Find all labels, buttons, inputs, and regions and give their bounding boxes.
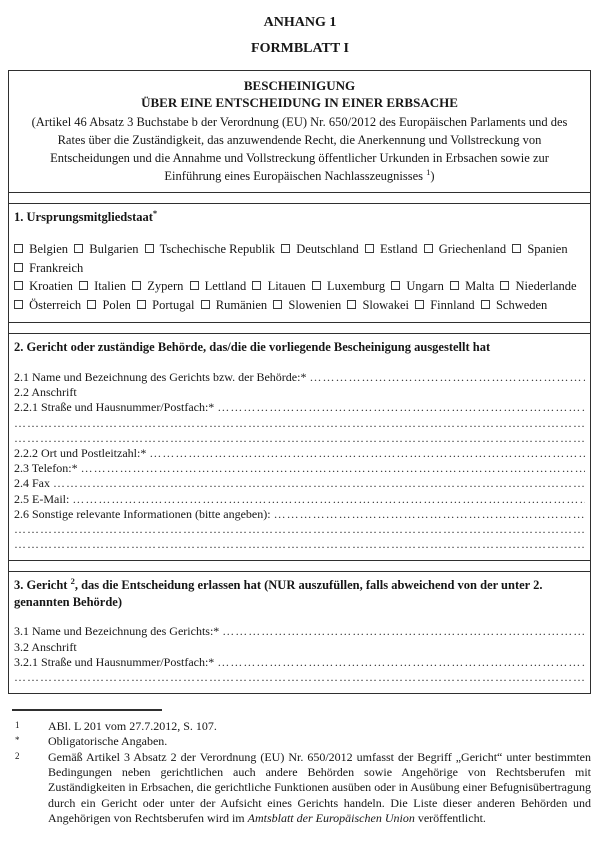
member-state-checkbox-option[interactable] xyxy=(481,298,548,312)
section-2-fields xyxy=(14,370,585,552)
member-state-label: Kroatien xyxy=(29,279,73,293)
checkbox-icon[interactable] xyxy=(281,244,290,253)
checkbox-icon[interactable] xyxy=(424,244,433,253)
member-state-label: Österreich xyxy=(29,297,82,312)
member-state-checkbox-option[interactable] xyxy=(201,298,268,312)
certificate-subtitle-text: (Artikel 46 Absatz 3 Buchstabe b der Verordnung (EU) Nr. 650/2012 des Europäischen Parlaments und des Rates über die Zuständigkeit, das anzuwendende Recht, die Anerkennung und Vollstreckung von Entscheidungen und die Annahme und Vollstreckung öffentlicher Urkunden in Erbsachen sowie zur Einführung eines Europäischen Nachlasszeugnisses xyxy=(31,115,568,183)
footnote-marker: 2 xyxy=(15,750,20,761)
form-field xyxy=(14,507,585,522)
field-label: 3.2 Anschrift xyxy=(14,639,77,654)
checkbox-icon[interactable] xyxy=(14,263,23,272)
checkbox-icon[interactable] xyxy=(137,300,146,309)
member-state-label: Griechenland xyxy=(438,242,507,256)
spacer-row xyxy=(9,192,590,203)
dotted-input-line[interactable] xyxy=(14,522,585,537)
form-field xyxy=(14,370,585,385)
checkbox-icon[interactable] xyxy=(347,300,356,309)
footnote-text: Obligatorische Angaben. xyxy=(48,734,168,749)
member-state-checkbox-option[interactable] xyxy=(190,279,247,293)
spacer-row xyxy=(9,322,590,333)
member-state-row-3 xyxy=(14,296,585,315)
checkbox-icon[interactable] xyxy=(273,300,282,309)
checkbox-icon[interactable] xyxy=(312,281,321,290)
checkbox-icon[interactable] xyxy=(190,281,199,290)
member-state-checkbox-option[interactable] xyxy=(14,279,73,293)
checkbox-icon[interactable] xyxy=(500,281,509,290)
section-3-fields xyxy=(14,624,585,685)
section-deciding-court xyxy=(9,571,590,693)
checkbox-icon[interactable] xyxy=(252,281,261,290)
member-state-checkbox-option[interactable] xyxy=(281,242,359,256)
member-state-checkbox-option[interactable] xyxy=(87,298,131,312)
dotted-input[interactable] xyxy=(217,400,585,415)
spacer-row xyxy=(9,560,590,571)
section-3-heading-pre: 3. Gericht xyxy=(14,578,71,593)
field-label: 2.2 Anschrift xyxy=(14,385,77,400)
member-state-checkbox-option[interactable] xyxy=(391,279,444,293)
member-state-checkbox-option[interactable] xyxy=(500,279,576,293)
section-1-heading-text: 1. Ursprungsmitgliedstaat xyxy=(14,210,153,224)
dotted-input[interactable] xyxy=(309,370,585,385)
field-label: 2.1 Name und Bezeichnung des Gerichts bzw. der Behörde:* xyxy=(14,370,307,384)
footnote-text: Gemäß Artikel 3 Absatz 2 der Verordnung (EU) Nr. 650/2012 umfasst der Begriff „Gericht“ unter bestimmten Bedingungen neben gerichtlichen auch andere Behörden sowie Angehörige von Rechtsberufen mit Zuständigkeiten in Erbsachen, die gerichtliche Funktionen ausüben oder in Ausübung einer Befugnisübertragung durch ein Gericht oder unter der Aufsicht eines Gerichts handeln. Die Liste dieser anderen Behörden und Angehörigen von Rechtsberufen wird im Amtsblatt der Europäischen Union veröffentlicht. xyxy=(48,749,591,825)
member-state-label: Spanien xyxy=(527,242,568,256)
member-state-label: Ungarn xyxy=(406,279,444,293)
checkbox-icon[interactable] xyxy=(14,281,23,290)
member-state-checkbox-group xyxy=(14,240,585,314)
checkbox-icon[interactable] xyxy=(450,281,459,290)
footnote-text: ABl. L 201 vom 27.7.2012, S. 107. xyxy=(48,719,217,734)
dotted-input[interactable] xyxy=(72,492,585,507)
section-issuing-authority xyxy=(9,333,590,560)
checkbox-icon[interactable] xyxy=(79,281,88,290)
member-state-checkbox-option[interactable] xyxy=(137,298,194,312)
checkbox-icon[interactable] xyxy=(14,244,23,253)
footnote-ref-2: 2 xyxy=(70,576,75,587)
member-state-label: Deutschland xyxy=(296,242,359,256)
checkbox-icon[interactable] xyxy=(14,300,23,309)
dotted-input[interactable] xyxy=(217,655,585,670)
checkbox-icon[interactable] xyxy=(391,281,400,290)
dotted-input-line[interactable] xyxy=(14,431,585,446)
member-state-checkbox-option[interactable] xyxy=(415,298,475,312)
field-label: 2.3 Telefon:* xyxy=(14,461,78,476)
section-3-heading-post: , das die Entscheidung erlassen hat (NUR auszufüllen, falls abweichend von der unter 2. genannten Behörde) xyxy=(14,578,543,610)
dotted-input-line[interactable] xyxy=(14,670,585,685)
member-state-checkbox-option[interactable] xyxy=(74,242,138,256)
member-state-label: Belgien xyxy=(29,242,69,256)
member-state-label: Malta xyxy=(465,279,495,293)
member-state-checkbox-option[interactable] xyxy=(252,279,305,293)
member-state-label: Luxemburg xyxy=(327,279,386,293)
member-state-label: Tschechische Republik xyxy=(159,242,276,256)
footnote-ref-1: 1 xyxy=(426,166,431,177)
member-state-checkbox-option[interactable] xyxy=(14,298,81,312)
certificate-subtitle xyxy=(21,113,578,185)
checkbox-icon[interactable] xyxy=(201,300,210,309)
footnote-row xyxy=(8,750,591,826)
field-label: 2.2.1 Straße und Hausnummer/Postfach:* xyxy=(14,400,215,415)
member-state-label: Niederlande xyxy=(515,279,577,293)
checkbox-icon[interactable] xyxy=(512,244,521,253)
dotted-input[interactable] xyxy=(53,476,585,491)
checkbox-icon[interactable] xyxy=(145,244,154,253)
member-state-label: Rumänien xyxy=(215,297,268,312)
field-label: 3.2.1 Straße und Hausnummer/Postfach:* xyxy=(14,654,215,669)
dotted-input[interactable] xyxy=(222,624,585,639)
dotted-input[interactable] xyxy=(81,461,585,476)
member-state-label: Lettland xyxy=(204,279,247,293)
checkbox-icon[interactable] xyxy=(481,300,490,309)
member-state-checkbox-option[interactable] xyxy=(347,298,409,312)
member-state-label: Litauen xyxy=(267,279,306,293)
member-state-checkbox-option[interactable] xyxy=(365,242,418,256)
member-state-row-2 xyxy=(14,277,585,296)
form-field xyxy=(14,446,585,461)
member-state-label: Zypern xyxy=(147,279,184,293)
member-state-label: Schweden xyxy=(495,297,548,312)
dotted-input[interactable] xyxy=(274,507,585,522)
section-origin-member-state xyxy=(9,203,590,322)
member-state-checkbox-option[interactable] xyxy=(424,242,506,256)
form-field xyxy=(14,624,585,639)
member-state-checkbox-option[interactable] xyxy=(512,242,567,256)
footnote-italic-text: Amtsblatt der Europäischen Union xyxy=(247,810,415,825)
form-title: FORMBLATT I xyxy=(251,41,349,56)
footnote-ref-asterisk: * xyxy=(152,207,158,218)
checkbox-icon[interactable] xyxy=(87,300,96,309)
section-1-heading xyxy=(14,209,585,226)
member-state-label: Slowenien xyxy=(288,297,342,312)
member-state-checkbox-option[interactable] xyxy=(450,279,494,293)
member-state-label: Polen xyxy=(102,297,131,312)
field-label: 2.4 Fax xyxy=(14,476,50,491)
footnote-separator-line xyxy=(12,709,162,711)
form-field xyxy=(14,492,585,507)
member-state-checkbox-option[interactable] xyxy=(14,261,83,275)
certificate-title-line2: ÜBER EINE ENTSCHEIDUNG IN EINER ERBSACHE xyxy=(141,95,458,110)
checkbox-icon[interactable] xyxy=(415,300,424,309)
certificate-subtitle-suffix: ) xyxy=(430,169,435,183)
member-state-checkbox-option[interactable] xyxy=(132,279,183,293)
section-3-heading xyxy=(14,577,585,611)
footnote-marker: 1 xyxy=(15,720,20,731)
form-field xyxy=(14,476,585,491)
form-field xyxy=(14,400,585,415)
field-label: 2.5 E-Mail: xyxy=(14,491,70,506)
footnote-row xyxy=(8,719,591,734)
member-state-label: Italien xyxy=(94,279,127,293)
form-field xyxy=(14,655,585,670)
footnote-marker: * xyxy=(15,735,20,746)
checkbox-icon[interactable] xyxy=(132,281,141,290)
member-state-label: Slowakei xyxy=(362,297,409,312)
certificate-header-box xyxy=(9,71,590,192)
dotted-input[interactable] xyxy=(149,446,585,461)
certificate-title-line1: BESCHEINIGUNG xyxy=(243,78,356,93)
field-label: 3.1 Name und Bezeichnung des Gerichts:* xyxy=(14,624,220,639)
form-field xyxy=(14,461,585,476)
member-state-checkbox-option[interactable] xyxy=(312,279,385,293)
member-state-row-1 xyxy=(14,240,585,277)
member-state-checkbox-option[interactable] xyxy=(145,242,275,256)
member-state-label: Bulgarien xyxy=(89,242,139,256)
checkbox-icon[interactable] xyxy=(365,244,374,253)
member-state-checkbox-option[interactable] xyxy=(79,279,126,293)
annex-title: ANHANG 1 xyxy=(263,15,337,30)
form-field xyxy=(14,640,585,655)
footnote-row xyxy=(8,734,591,749)
dotted-input-line[interactable] xyxy=(14,537,585,552)
member-state-label: Finnland xyxy=(430,297,475,312)
form-field xyxy=(14,385,585,400)
dotted-input-line[interactable] xyxy=(14,416,585,431)
certificate-form xyxy=(8,70,591,694)
member-state-checkbox-option[interactable] xyxy=(14,242,68,256)
member-state-checkbox-option[interactable] xyxy=(273,298,341,312)
member-state-label: Frankreich xyxy=(29,260,84,275)
section-2-heading: 2. Gericht oder zuständige Behörde, das/die die vorliegende Bescheinigung ausgestellt hat xyxy=(14,340,491,354)
field-label: 2.2.2 Ort und Postleitzahl:* xyxy=(14,445,147,460)
footnotes-block xyxy=(8,719,591,826)
member-state-label: Estland xyxy=(380,242,418,256)
field-label: 2.6 Sonstige relevante Informationen (bitte angeben): xyxy=(14,506,271,521)
member-state-label: Portugal xyxy=(152,297,195,312)
checkbox-icon[interactable] xyxy=(74,244,83,253)
